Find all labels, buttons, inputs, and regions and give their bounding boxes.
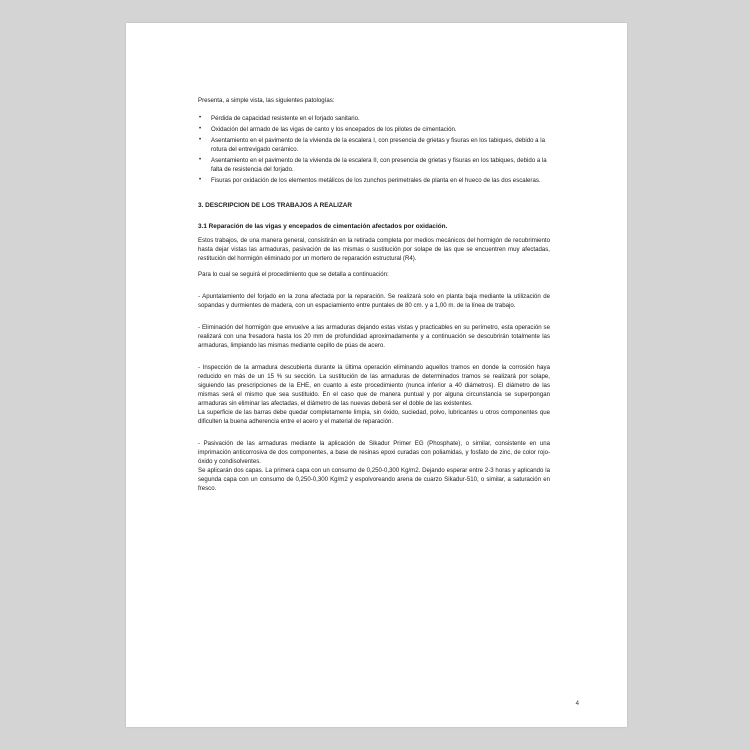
paragraph-general: Estos trabajos, de una manera general, consistirán en la retirada completa por medios mecánicos del hormigón de recubrimiento hasta dejar vistas las armaduras, pasivación de las mismas o sustitución por solape de las que se encuentren muy afectadas, restitución del hormigón eliminado por un mortero de reparación estructural (R4). [198, 237, 550, 262]
paragraph-procedure-intro: Para lo cual se seguirá el procedimiento que se detalla a continuación: [198, 271, 389, 278]
list-item-text: Fisuras por oxidación de los elementos metálicos de los zunchos perimetrales de planta en el hueco de las dos escaleras. [211, 177, 541, 184]
paragraph-inspection: - Inspección de la armadura descubierta durante la última operación eliminando aquellos tramos en donde la corrosión haya reducido en más de un 15 % su sección. La sustitución de las armaduras de determinados tramos se realizará por solape, siguiendo las prescripciones de la EHE, en cuanto a este procedimiento (nunca inferior a 40 diámetros). El diámetro de las mismas será el mismo que sea sustituido. En el caso que de manera puntual y por alguna circunstancia se superpongan armaduras sin eliminar las afectadas, el diámetro de las nuevas deberá ser el doble de las existentes. [198, 364, 550, 407]
paragraph-shoring: - Apuntalamiento del forjado en la zona afectada por la reparación. Se realizará solo en planta baja mediante la utilización de sopandas y durmientes de madera, con un espaciamiento entre puntales de 80 cm. y a 1,00 m. de la línea de trabajo. [198, 293, 550, 309]
list-item [198, 114, 550, 123]
page-number: 4 [575, 701, 579, 707]
subsection-heading: 3.1 Reparación de las vigas y encepados de cimentación afectados por oxidación. [198, 223, 448, 230]
bullet-icon: • [199, 177, 202, 183]
bullet-icon: • [199, 126, 202, 132]
bullet-icon: • [199, 157, 202, 163]
list-item [198, 125, 550, 134]
list-item-text: Pérdida de capacidad resistente en el forjado sanitario. [211, 115, 360, 122]
list-item-text: Oxidación del armado de las vigas de canto y los encepados de los pilotes de cimentación. [211, 126, 457, 133]
section-heading: 3. DESCRIPCION DE LOS TRABAJOS A REALIZAR [198, 202, 352, 209]
paragraph-concrete-removal: - Eliminación del hormigón que envuelve a las armaduras dejando estas vistas y practicables en su perímetro, esta operación se realizará con una fresadora hasta los 20 mm de profundidad aproximadamente y a continuación se descubrirán totalmente las armaduras, limpiando las mismas mediante cepillo de púas de acero. [198, 324, 550, 349]
list-item [198, 136, 550, 154]
list-item [198, 176, 550, 185]
paragraph-bar-surface: La superficie de las barras debe quedar completamente limpia, sin óxido, suciedad, polvo, lubricantes u otros componentes que dificulten la buena adherencia entre el acero y el material de reparación. [198, 409, 550, 425]
list-item-text: Asentamiento en el pavimento de la vivienda de la escalera II, con presencia de grietas y fisuras en los tabiques, debido a la falta de resistencia del forjado. [211, 157, 547, 173]
bullet-icon: • [199, 115, 202, 121]
paragraph-coats: Se aplicarán dos capas. La primera capa con un consumo de 0,250-0,300 Kg/m2. Dejando esperar entre 2-3 horas y aplicando la segunda capa con un consumo de 0,250-0,300 Kg/m2 y espolvoreando arena de cuarzo Sikadur-510, o similar, a saturación en fresco. [198, 467, 550, 492]
list-item [198, 156, 550, 174]
pathology-list [198, 114, 550, 185]
intro-paragraph: Presenta, a simple vista, las siguientes patologías: [198, 97, 335, 104]
document-page [126, 23, 627, 727]
paragraph-passivation: - Pasivación de las armaduras mediante la aplicación de Sikadur Primer EG (Phosphate), o similar, consistente en una imprimación anticorrosiva de dos componentes, a base de resinas epoxi curadas con poliamidas, y fosfato de zinc, de color rojo-óxido y condisolventes. [198, 440, 550, 465]
list-item-text: Asentamiento en el pavimento de la vivienda de la escalera I, con presencia de grietas y fisuras en los tabiques, debido a la rotura del entrevigado cerámico. [211, 137, 546, 153]
page-content [198, 96, 550, 493]
bullet-icon: • [199, 137, 202, 143]
